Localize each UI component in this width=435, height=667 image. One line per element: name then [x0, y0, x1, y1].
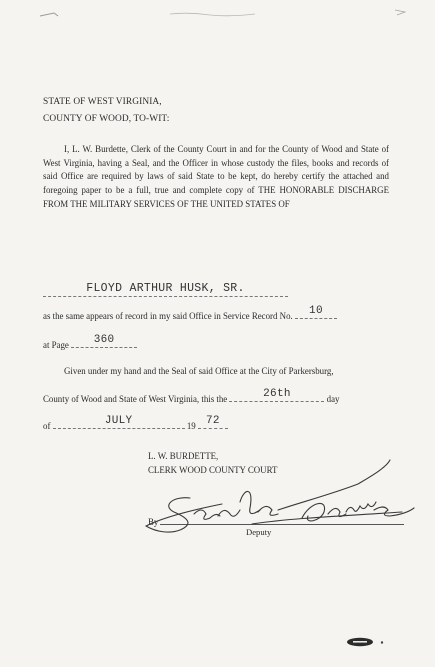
clerk-name: L. W. BURDETTE, — [148, 451, 219, 461]
day-field — [229, 388, 324, 402]
union-bug-mark — [344, 636, 388, 648]
discharged-person-name: FLOYD ARTHUR HUSK, SR. — [86, 282, 245, 295]
clerk-title: CLERK WOOD COUNTY COURT — [148, 465, 278, 475]
service-record-text: as the same appears of record in my said Office in Service Record No. — [43, 311, 293, 321]
given-line-1: Given under my hand and the Seal of said Office at the City of Parkersburg, — [64, 366, 334, 376]
page-prefix: at Page — [43, 340, 69, 350]
given-line-2-text: County of Wood and State of West Virginia, this the — [43, 394, 228, 404]
year-value: 72 — [206, 415, 220, 427]
month-field — [53, 415, 185, 429]
day-value: 26th — [263, 388, 291, 400]
day-suffix: day — [326, 394, 340, 404]
certification-paragraph: I, L. W. Burdette, Clerk of the County Court in and for the County of Wood and State of West Virginia, having a Seal, and the Officer in whose custody the files, books and records of said Office are required by laws of said State to be kept, do hereby certify the attached and foregoing paper to be a full, true and complete copy of THE HONORABLE DISCHARGE FROM THE MILITARY SERVICES OF THE UNITED STATES OF — [43, 144, 389, 209]
date-row — [43, 415, 228, 431]
top-edge-marks — [0, 0, 435, 24]
page-row — [43, 334, 137, 350]
state-line: STATE OF WEST VIRGINIA, — [43, 97, 162, 107]
record-number: 10 — [309, 305, 323, 317]
name-field — [43, 284, 288, 297]
page-number-field — [71, 334, 137, 348]
record-number-field — [295, 305, 337, 319]
handwritten-signature — [132, 458, 416, 540]
of-prefix: of — [43, 421, 51, 431]
month-value: JULY — [104, 415, 133, 427]
venue-heading — [43, 94, 169, 128]
year-prefix: 19 — [186, 421, 196, 431]
given-line-2 — [43, 388, 340, 404]
service-record-row — [43, 305, 337, 321]
by-label: By — [148, 517, 159, 527]
page-number: 360 — [93, 334, 115, 346]
county-line: COUNTY OF WOOD, TO-WIT: — [43, 114, 170, 124]
deputy-label: Deputy — [246, 527, 272, 537]
year-field — [198, 415, 228, 429]
